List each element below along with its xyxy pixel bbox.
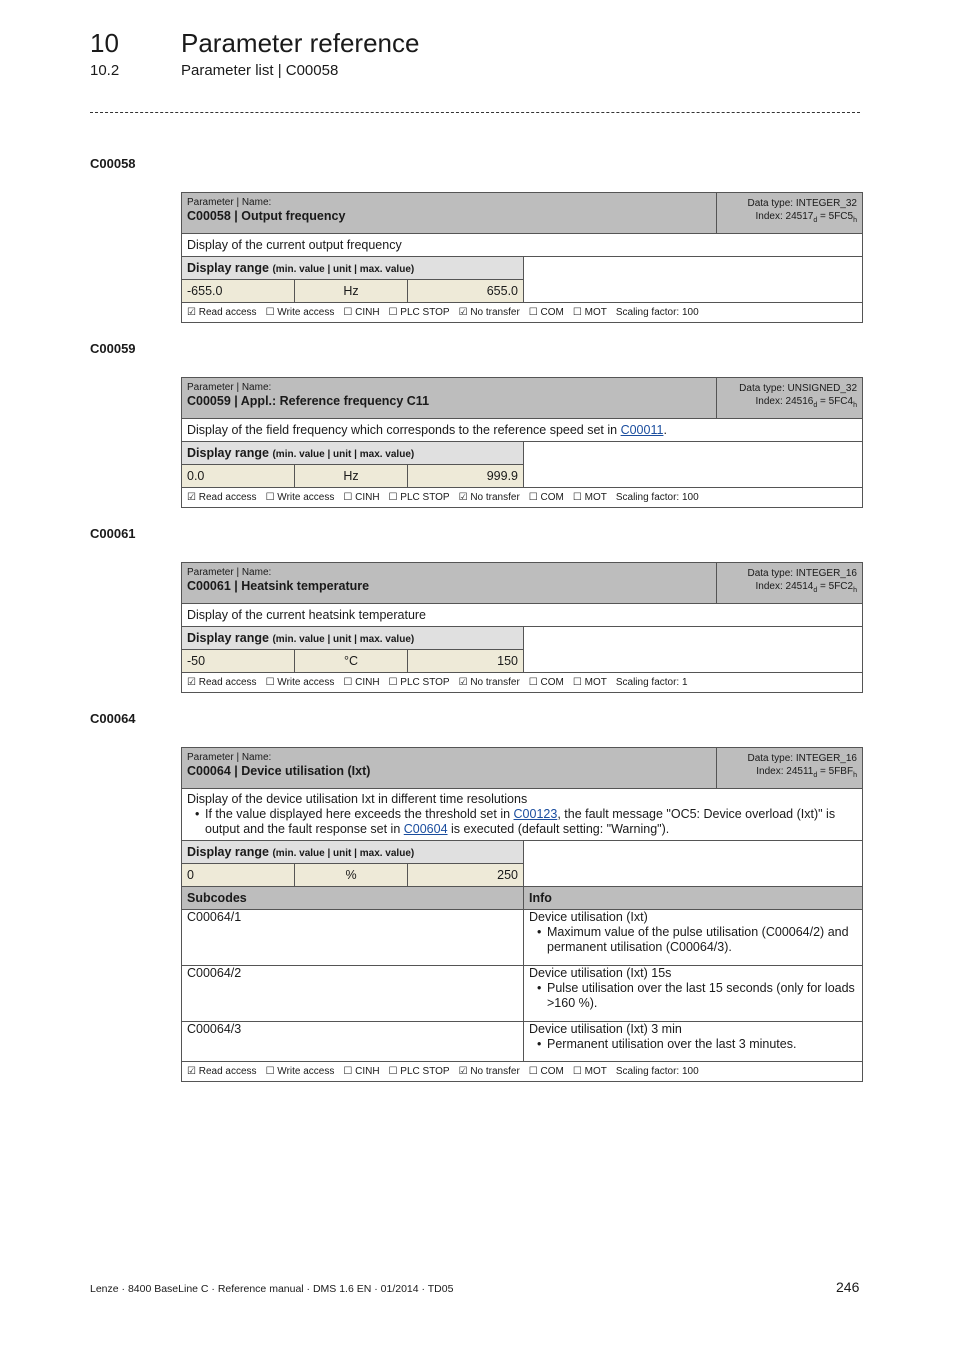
param-table-c00064 xyxy=(181,747,863,1082)
display-range-title: Display range (min. value | unit | max. value) xyxy=(182,442,523,464)
param-description: Display of the current heatsink temperature xyxy=(187,608,427,622)
access-flags: ☑ Read access ☐ Write access ☐ CINH ☐ PLC STOP ☑ No transfer ☐ COM ☐ MOT Scaling factor: 100 xyxy=(187,492,699,503)
data-type: Data type: UNSIGNED_32 xyxy=(739,383,857,394)
section-number: 10.2 xyxy=(90,62,120,79)
range-min: -655.0 xyxy=(182,280,295,302)
display-range-title: Display range (min. value | unit | max. value) xyxy=(182,841,523,863)
param-table-c00061 xyxy=(181,562,863,693)
index: Index: $24516_d = 5FC4_h$ xyxy=(755,396,857,409)
range-min: 0 xyxy=(182,864,295,886)
section-label-c00061: C00061 xyxy=(90,526,136,541)
param-name-label: Parameter | Name: xyxy=(187,567,272,578)
section-label-c00064: C00064 xyxy=(90,711,136,726)
index: Index: $24511_d = 5FBF_h$ xyxy=(756,766,857,779)
param-name: C00061 | Heatsink temperature xyxy=(187,579,370,593)
range-unit: Hz xyxy=(295,465,408,487)
display-range-title: Display range (min. value | unit | max. value) xyxy=(182,627,523,649)
param-name: C00058 | Output frequency xyxy=(187,209,346,223)
param-table-c00059 xyxy=(181,377,863,508)
link-c00604[interactable]: C00604 xyxy=(403,822,448,836)
range-min: -50 xyxy=(182,650,295,672)
data-type: Data type: INTEGER_32 xyxy=(747,198,857,209)
param-description: Display of the current output frequency xyxy=(187,238,402,252)
scaling-factor: Scaling factor: 100 xyxy=(615,1066,699,1077)
page-number: 246 xyxy=(836,1279,860,1295)
param-name-label: Parameter | Name: xyxy=(187,382,272,393)
scaling-factor: Scaling factor: 100 xyxy=(615,307,699,318)
scaling-factor: Scaling factor: 1 xyxy=(615,677,688,688)
range-unit: % xyxy=(295,864,408,886)
data-type: Data type: INTEGER_16 xyxy=(747,753,857,764)
section-label-c00058: C00058 xyxy=(90,156,136,171)
link-c00123[interactable]: C00123 xyxy=(513,807,558,821)
param-description: Display of the device utilisation Ixt in different time resolutions • If the value displayed here exceeds the threshold set in C00123, the fault message "OC5: Device overload (Ixt)" is output and the fault response set in C00604 is executed (default setting: "Warning"). xyxy=(182,789,862,840)
range-max: 655.0 xyxy=(486,284,518,298)
access-flags: ☑ Read access ☐ Write access ☐ CINH ☐ PLC STOP ☑ No transfer ☐ COM ☐ MOT Scaling factor: 100 xyxy=(187,307,699,318)
subcode-row: C00064/1 Device utilisation (Ixt) • Maximum value of the pulse utilisation (C00064/2) and permanent utilisation (C00064/3). xyxy=(182,909,862,965)
subcode-row: C00064/2 Device utilisation (Ixt) 15s • Pulse utilisation over the last 15 seconds (only for loads >160 %). xyxy=(182,965,862,1021)
access-flags: ☑ Read access ☐ Write access ☐ CINH ☐ PLC STOP ☑ No transfer ☐ COM ☐ MOT Scaling factor: 100 xyxy=(187,1066,699,1077)
header-divider xyxy=(90,112,860,113)
range-max: 250 xyxy=(497,868,518,882)
index: Index: $24517_d = 5FC5_h$ xyxy=(755,211,857,224)
scaling-factor: Scaling factor: 100 xyxy=(615,492,699,503)
access-flags: ☑ Read access ☐ Write access ☐ CINH ☐ PLC STOP ☑ No transfer ☐ COM ☐ MOT Scaling factor: 1 xyxy=(187,677,688,688)
link-c00011[interactable]: C00011 xyxy=(620,423,664,437)
range-unit: Hz xyxy=(295,280,408,302)
subcode-row: C00064/3 Device utilisation (Ixt) 3 min • Permanent utilisation over the last 3 minutes. xyxy=(182,1021,862,1061)
document-footer: Lenze · 8400 BaseLine C · Reference manual · DMS 1.6 EN · 01/2014 · TD05 xyxy=(90,1283,454,1295)
param-description: Display of the field frequency which corresponds to the reference speed set in C00011. xyxy=(187,423,667,437)
param-table-c00058 xyxy=(181,192,863,323)
subcodes-header: Subcodes Info xyxy=(182,886,862,909)
data-type: Data type: INTEGER_16 xyxy=(747,568,857,579)
section-label-c00059: C00059 xyxy=(90,341,136,356)
param-name-label: Parameter | Name: xyxy=(187,752,272,763)
range-max: 150 xyxy=(497,654,518,668)
range-min: 0.0 xyxy=(182,465,295,487)
param-name: C00064 | Device utilisation (Ixt) xyxy=(187,764,371,778)
param-name-label: Parameter | Name: xyxy=(187,197,272,208)
chapter-title: Parameter reference xyxy=(181,28,420,58)
param-name: C00059 | Appl.: Reference frequency C11 xyxy=(187,394,430,408)
index: Index: $24514_d = 5FC2_h$ xyxy=(755,581,857,594)
display-range-title: Display range (min. value | unit | max. value) xyxy=(182,257,523,279)
section-title: Parameter list | C00058 xyxy=(181,62,339,79)
description-bullet: • If the value displayed here exceeds the threshold set in C00123, the fault message "OC5: Device overload (Ixt)" is output and the fault response set in C00604 is executed (default setting: "Warning"). xyxy=(187,807,857,837)
range-unit: °C xyxy=(295,650,408,672)
chapter-number: 10 xyxy=(90,28,119,58)
range-max: 999.9 xyxy=(486,469,518,483)
